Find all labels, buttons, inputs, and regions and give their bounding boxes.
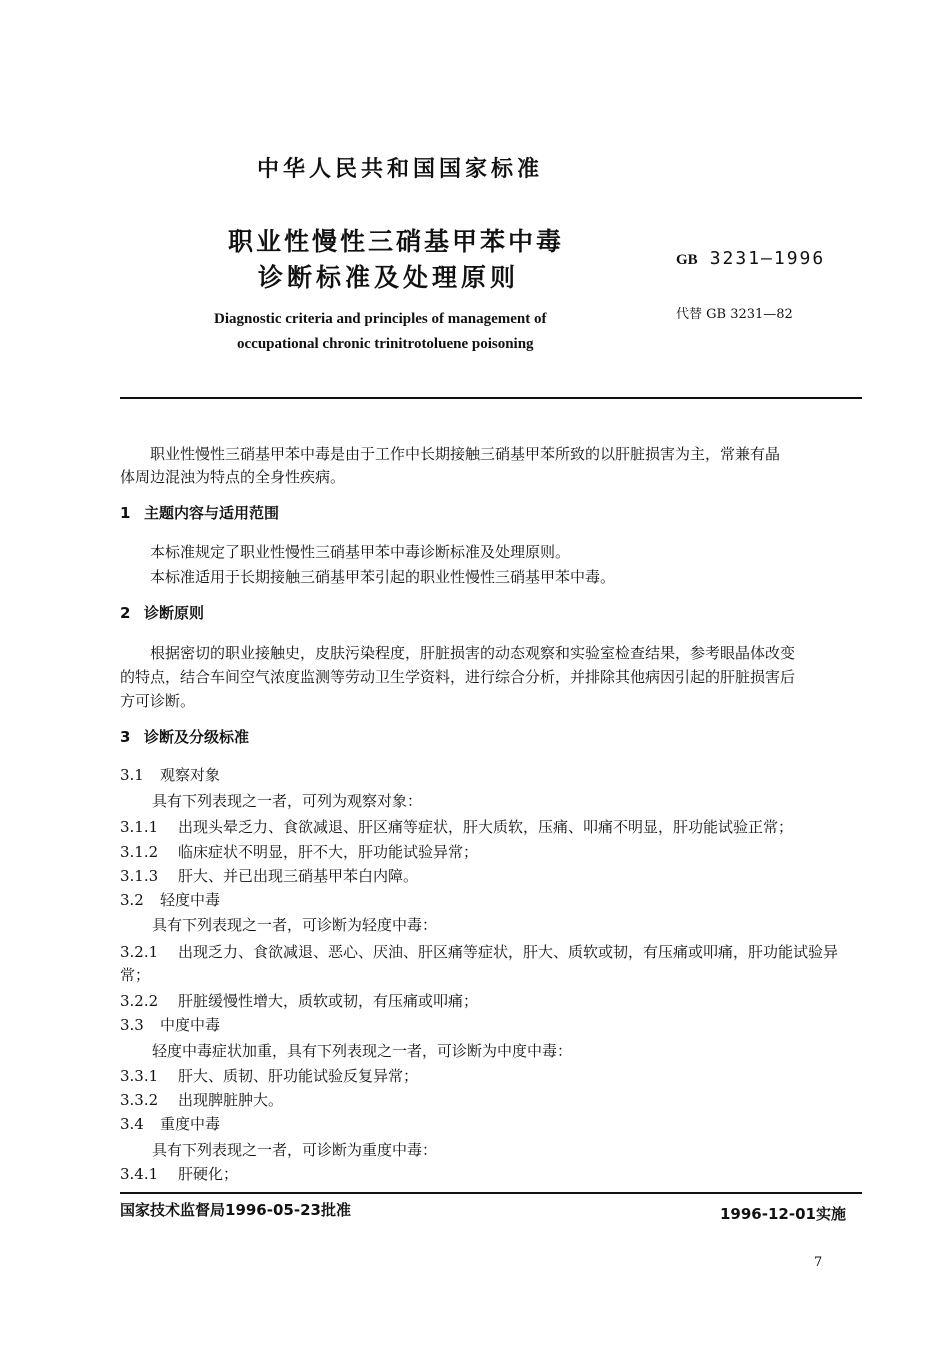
clause-3-1-3 bbox=[120, 865, 418, 886]
clause-3-3-intro: 轻度中毒症状加重，具有下列表现之一者，可诊断为中度中毒： bbox=[152, 1042, 573, 1060]
section-3-title: 诊断及分级标准 bbox=[144, 728, 250, 746]
approval-line: 国家技术监督局1996-05-23批准 bbox=[120, 1201, 351, 1219]
english-title-line-1: Diagnostic criteria and principles of management of bbox=[214, 311, 547, 327]
section-1-number: 1 bbox=[120, 504, 131, 522]
clause-number: 3.1 bbox=[120, 766, 144, 784]
clause-text: 出现脾脏肿大。 bbox=[178, 1091, 284, 1109]
clause-3-4-1 bbox=[120, 1163, 238, 1184]
section-2-line-3: 方可诊断。 bbox=[120, 692, 196, 710]
clause-3-2-intro: 具有下列表现之一者，可诊断为轻度中毒： bbox=[152, 916, 438, 934]
clause-text: 肝脏缓慢性增大，质软或韧，有压痛或叩痛； bbox=[178, 992, 479, 1010]
clause-3-2-1-continued: 常； bbox=[120, 966, 151, 984]
section-3-heading bbox=[120, 726, 249, 747]
clause-3-3-2 bbox=[120, 1089, 283, 1110]
section-2-title: 诊断原则 bbox=[144, 604, 205, 622]
clause-title: 观察对象 bbox=[160, 766, 221, 784]
clause-number: 3.4.1 bbox=[120, 1165, 159, 1183]
clause-text: 肝硬化； bbox=[178, 1165, 239, 1183]
title-line-2: 诊断标准及处理原则 bbox=[258, 263, 520, 292]
clause-number: 3.2 bbox=[120, 891, 144, 909]
replaces-standard: 代替 GB 3231—82 bbox=[676, 307, 793, 322]
clause-number: 3.3 bbox=[120, 1016, 144, 1034]
clause-text: 出现乏力、食欲减退、恶心、厌油、肝区痛等症状，肝大、质软或韧，有压痛或叩痛，肝功能试验异 bbox=[178, 943, 839, 961]
clause-3-4-intro: 具有下列表现之一者，可诊断为重度中毒： bbox=[152, 1141, 438, 1159]
intro-line-2: 体周边混浊为特点的全身性疾病。 bbox=[120, 468, 346, 486]
clause-number: 3.3.2 bbox=[120, 1091, 159, 1109]
clause-3-2-1 bbox=[120, 941, 838, 962]
page-number: 7 bbox=[814, 1255, 823, 1270]
section-2-line-2: 的特点，结合车间空气浓度监测等劳动卫生学资料，进行综合分析，并排除其他病因引起的肝脏损害后 bbox=[120, 668, 796, 686]
gb-number: 3231—1996 bbox=[709, 248, 826, 269]
national-standard-heading: 中华人民共和国国家标准 bbox=[256, 157, 543, 182]
standard-code bbox=[676, 248, 825, 269]
gb-label: GB bbox=[676, 252, 698, 268]
section-2-line-1: 根据密切的职业接触史，皮肤污染程度，肝脏损害的动态观察和实验室检查结果，参考眼晶体改变 bbox=[150, 644, 796, 662]
clause-title: 轻度中毒 bbox=[160, 891, 221, 909]
clause-3-2-2 bbox=[120, 990, 478, 1011]
clause-text: 肝大、质韧、肝功能试验反复异常； bbox=[178, 1067, 419, 1085]
clause-3-1-2 bbox=[120, 841, 478, 862]
clause-number: 3.2.1 bbox=[120, 943, 159, 961]
clause-3-3 bbox=[120, 1014, 220, 1035]
clause-text: 肝大、并已出现三硝基甲苯白内障。 bbox=[178, 867, 419, 885]
clause-3-2 bbox=[120, 889, 220, 910]
clause-number: 3.2.2 bbox=[120, 992, 159, 1010]
clause-number: 3.3.1 bbox=[120, 1067, 159, 1085]
section-3-number: 3 bbox=[120, 728, 131, 746]
clause-3-1 bbox=[120, 764, 220, 785]
clause-3-3-1 bbox=[120, 1065, 418, 1086]
section-1-title: 主题内容与适用范围 bbox=[144, 504, 280, 522]
effective-date: 1996-12-01实施 bbox=[720, 1205, 846, 1223]
english-title-line-2: occupational chronic trinitrotoluene poisoning bbox=[237, 336, 534, 352]
header-divider bbox=[120, 397, 862, 399]
clause-text: 临床症状不明显，肝不大，肝功能试验异常； bbox=[178, 843, 479, 861]
footer-divider bbox=[120, 1192, 862, 1194]
clause-title: 重度中毒 bbox=[160, 1115, 221, 1133]
clause-number: 3.4 bbox=[120, 1115, 144, 1133]
clause-3-1-1 bbox=[120, 816, 793, 837]
section-1-heading bbox=[120, 502, 279, 523]
clause-title: 中度中毒 bbox=[160, 1016, 221, 1034]
clause-number: 3.1.2 bbox=[120, 843, 159, 861]
clause-number: 3.1.3 bbox=[120, 867, 159, 885]
intro-line-1: 职业性慢性三硝基甲苯中毒是由于工作中长期接触三硝基甲苯所致的以肝脏损害为主，常兼有晶 bbox=[150, 445, 781, 463]
title-line-1: 职业性慢性三硝基甲苯中毒 bbox=[228, 227, 565, 256]
section-2-number: 2 bbox=[120, 604, 131, 622]
clause-3-1-intro: 具有下列表现之一者，可列为观察对象： bbox=[152, 792, 423, 810]
clause-number: 3.1.1 bbox=[120, 818, 159, 836]
clause-text: 出现头晕乏力、食欲减退、肝区痛等症状，肝大质软，压痛、叩痛不明显，肝功能试验正常； bbox=[178, 818, 794, 836]
section-1-para-1: 本标准规定了职业性慢性三硝基甲苯中毒诊断标准及处理原则。 bbox=[150, 543, 571, 561]
section-1-para-2: 本标准适用于长期接触三硝基甲苯引起的职业性慢性三硝基甲苯中毒。 bbox=[150, 568, 616, 586]
clause-3-4 bbox=[120, 1113, 220, 1134]
section-2-heading bbox=[120, 602, 204, 623]
